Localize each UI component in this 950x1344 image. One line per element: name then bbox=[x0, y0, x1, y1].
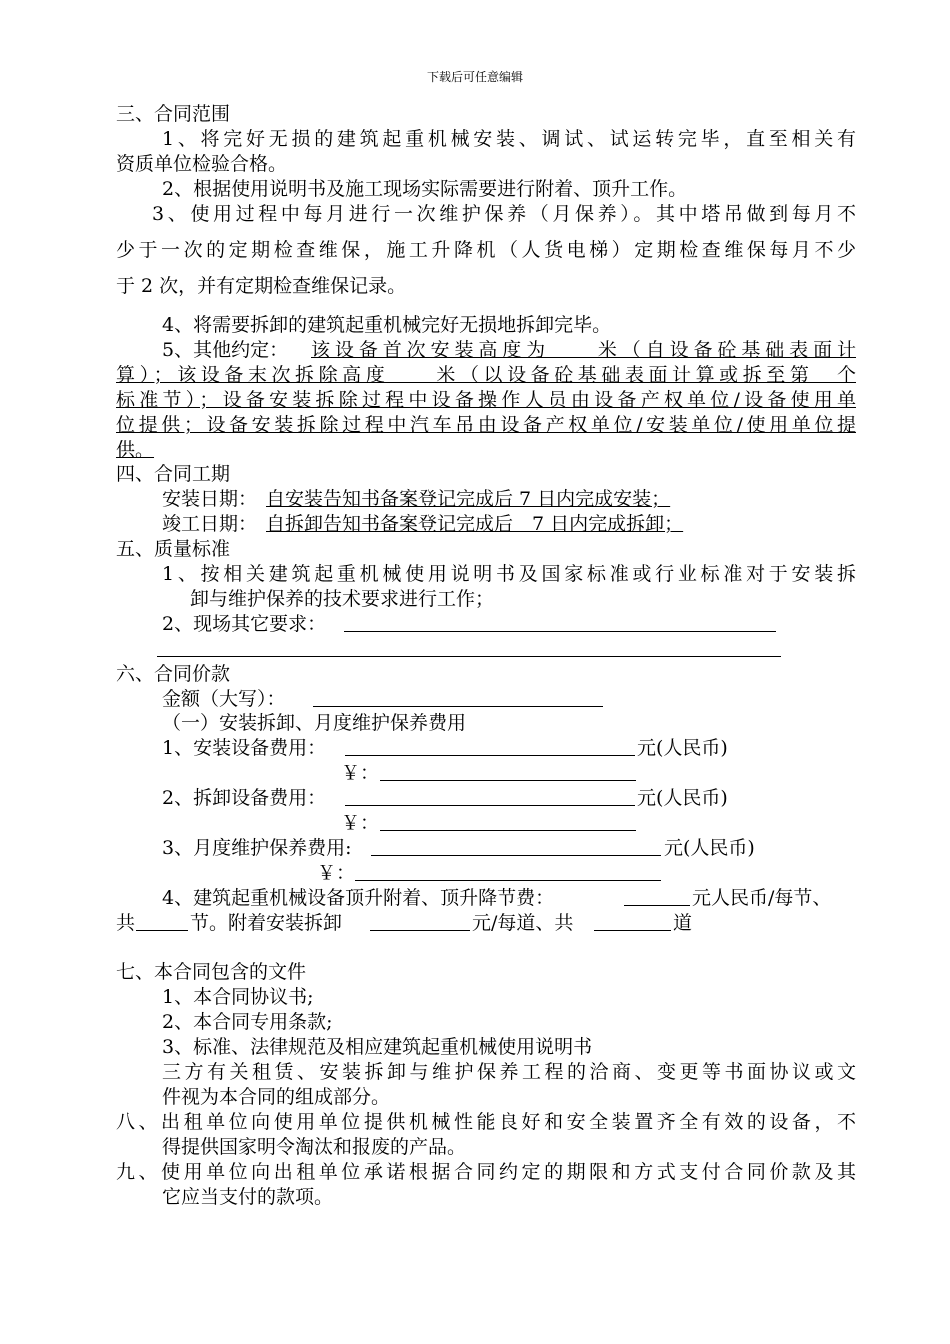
install-date-value: 自安装告知书备案登记完成后 7 日内完成安装； bbox=[266, 488, 671, 510]
finish-date-label: 竣工日期： bbox=[162, 513, 258, 535]
dismantle-fee-yen: ￥： bbox=[341, 812, 380, 834]
s7-item3: 3、标准、法律规范及相应建筑起重机械使用说明书 bbox=[162, 1036, 593, 1058]
s3-item5-label: 5、其他约定： bbox=[162, 339, 289, 361]
s3-item3-line3: 于 2 次，并有定期检查维保记录。 bbox=[116, 275, 407, 297]
jacking-count-blank[interactable] bbox=[136, 930, 188, 931]
section-9-line1: 九、使用单位向出租单位承诺根据合同约定的期限和方式支付合同价款及其 bbox=[116, 1161, 856, 1183]
dismantle-fee-blank[interactable] bbox=[345, 805, 635, 806]
section-9-line2: 它应当支付的款项。 bbox=[162, 1186, 334, 1208]
s3-item4: 4、将需要拆卸的建筑起重机械完好无损地拆卸完毕。 bbox=[162, 314, 612, 336]
monthly-fee-yen: ￥： bbox=[317, 862, 356, 884]
other-requirements-line[interactable] bbox=[344, 631, 776, 632]
header-note: 下载后可任意编辑 bbox=[426, 70, 523, 84]
install-fee-yen: ￥： bbox=[341, 762, 380, 784]
dismantle-fee-yen-blank[interactable] bbox=[380, 830, 636, 831]
section-5-title: 五、质量标准 bbox=[116, 538, 231, 560]
attach-fee-blank[interactable] bbox=[370, 930, 470, 931]
monthly-fee-label: 3、月度维护保养费用: bbox=[162, 837, 352, 859]
s7-para-line1: 三方有关租赁、安装拆卸与维护保养工程的洽商、变更等书面协议或文 bbox=[162, 1061, 856, 1083]
install-fee-unit: 元(人民币) bbox=[637, 737, 728, 759]
install-fee-label: 1、安装设备费用： bbox=[162, 737, 327, 759]
section-8-line2: 得提供国家明令淘汰和报废的产品。 bbox=[162, 1136, 467, 1158]
dismantle-fee-label: 2、拆卸设备费用： bbox=[162, 787, 327, 809]
section-8-line1: 八、出租单位向使用单位提供机械性能良好和安全装置齐全有效的设备，不 bbox=[116, 1111, 856, 1133]
attach-count-unit: 道 bbox=[673, 912, 693, 934]
amount-label: 金额（大写）： bbox=[162, 688, 286, 710]
s5-item2-label: 2、现场其它要求： bbox=[162, 613, 327, 635]
section-4-title: 四、合同工期 bbox=[116, 463, 231, 485]
jacking-fee-unit: 元人民币/每节、 bbox=[692, 887, 832, 909]
finish-date-value: 自拆卸告知书备案登记完成后 7 日内完成拆卸； bbox=[266, 513, 684, 535]
monthly-fee-unit: 元(人民币) bbox=[664, 837, 755, 859]
attach-unit-label: 元/每道、共 bbox=[472, 912, 574, 934]
install-date-label: 安装日期： bbox=[162, 488, 258, 510]
s3-item5-line5: 供。 bbox=[116, 439, 155, 461]
fee-subtitle: （一）安装拆卸、月度维护保养费用 bbox=[162, 712, 467, 734]
dismantle-fee-unit: 元(人民币) bbox=[637, 787, 728, 809]
other-requirements-line-2[interactable] bbox=[157, 656, 781, 657]
s3-item5-line2: 算）；该设备末次拆除高度 米（以设备砼基础表面计算或拆至第 个 bbox=[116, 364, 856, 386]
section-3-title: 三、合同范围 bbox=[116, 103, 231, 125]
attach-count-blank[interactable] bbox=[594, 930, 671, 931]
install-fee-blank[interactable] bbox=[345, 755, 635, 756]
s5-item1-line2: 卸与维护保养的技术要求进行工作； bbox=[190, 588, 495, 610]
amount-blank[interactable] bbox=[313, 706, 603, 707]
section-7-title: 七、本合同包含的文件 bbox=[116, 961, 307, 983]
jacking-fee-blank[interactable] bbox=[624, 905, 690, 906]
s7-item2: 2、本合同专用条款; bbox=[162, 1011, 333, 1033]
s3-item1-line2: 资质单位检验合格。 bbox=[116, 153, 288, 175]
monthly-fee-blank[interactable] bbox=[371, 855, 661, 856]
s3-item5-line1: 该设备首次安装高度为 米（自设备砼基础表面计 bbox=[311, 339, 856, 361]
s5-item1-line1: 1、按相关建筑起重机械使用说明书及国家标准或行业标准对于安装拆 bbox=[162, 563, 856, 585]
s3-item3-line1: 3、使用过程中每月进行一次维护保养（月保养）。其中塔吊做到每月不 bbox=[152, 203, 856, 225]
jacking-total-label: 共 bbox=[116, 912, 136, 934]
s3-item1-line1: 1、将完好无损的建筑起重机械安装、调试、试运转完毕，直至相关有 bbox=[162, 128, 856, 150]
s7-para-line2: 件视为本合同的组成部分。 bbox=[162, 1086, 391, 1108]
install-fee-yen-blank[interactable] bbox=[380, 780, 636, 781]
s7-item1: 1、本合同协议书; bbox=[162, 986, 314, 1008]
s3-item5-line3: 标准节）；设备安装拆除过程中设备操作人员由设备产权单位/设备使用单 bbox=[116, 389, 856, 411]
jacking-fee-label: 4、建筑起重机械设备顶升附着、顶升降节费： bbox=[162, 887, 555, 909]
monthly-fee-yen-blank[interactable] bbox=[355, 880, 661, 881]
attach-fee-label: 节。附着安装拆卸 bbox=[190, 912, 343, 934]
s3-item5-line4: 位提供；设备安装拆除过程中汽车吊由设备产权单位/安装单位/使用单位提 bbox=[116, 414, 856, 436]
s3-item3-line2: 少于一次的定期检查维保，施工升降机（人货电梯）定期检查维保每月不少 bbox=[116, 239, 856, 261]
s3-item2: 2、根据使用说明书及施工现场实际需要进行附着、顶升工作。 bbox=[162, 178, 688, 200]
section-6-title: 六、合同价款 bbox=[116, 663, 231, 685]
